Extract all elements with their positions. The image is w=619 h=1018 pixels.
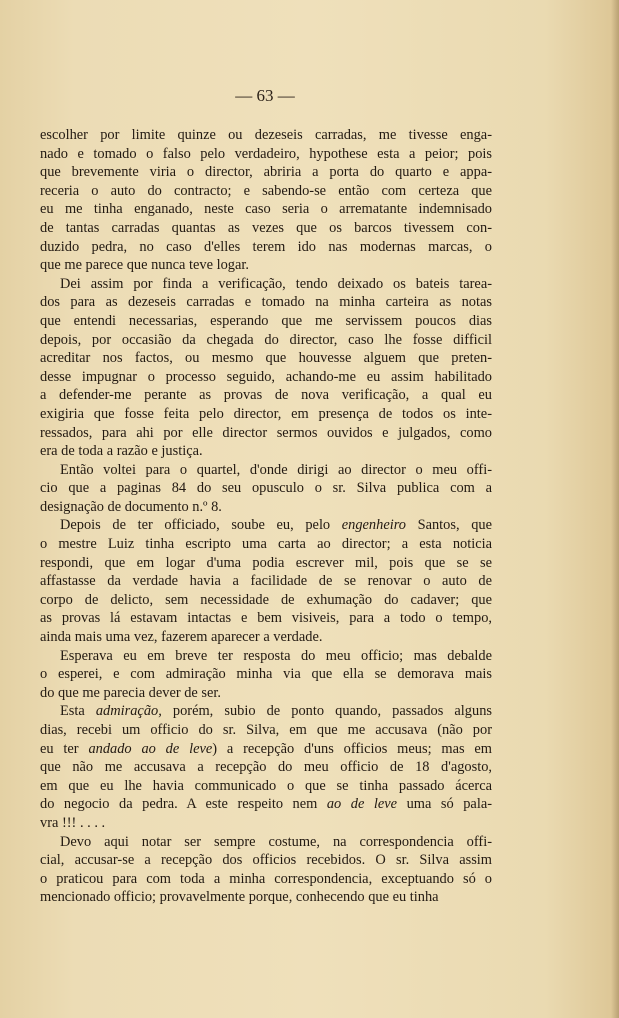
text-segment: que entendi necessarias, esperando que me servissem poucos dias <box>40 312 492 329</box>
text-segment: porém, subio de ponto quando, passados alguns <box>161 703 492 720</box>
text-segment: nado e tomado o falso pelo verdadeiro, hypothese esta a peior; pois <box>40 145 492 162</box>
text-line <box>40 888 492 907</box>
italic-text: andado ao de leve <box>88 740 213 757</box>
text-line <box>40 665 492 684</box>
text-segment: as provas lá estavam intactas e bem visiveis, para a todo o tempo, <box>40 610 492 627</box>
text-line <box>40 238 492 257</box>
text-line <box>40 516 492 535</box>
text-line <box>40 554 492 573</box>
text-segment: exigiria que fosse feita pelo director, em presença de todos os inte- <box>40 405 492 422</box>
text-segment: era de toda a razão e justiça. <box>40 443 203 460</box>
italic-text: ao de leve <box>326 796 398 813</box>
text-segment: uma só pala- <box>397 796 492 813</box>
text-segment: Esta <box>60 703 96 720</box>
text-segment: do negocio da pedra. A este respeito nem <box>40 796 327 813</box>
text-segment: ressados, para ahi por elle director sermos ouvidos e julgados, como <box>40 424 492 441</box>
text-segment: duzido pedra, no caso d'elles terem ido nas modernas marcas, o <box>40 238 492 255</box>
paragraph <box>40 516 492 646</box>
text-segment: em que eu lhe havia communicado o que se tinha passado ácerca <box>40 777 492 794</box>
text-line <box>40 442 492 461</box>
text-line <box>40 647 492 666</box>
text-line <box>40 256 492 275</box>
text-line <box>40 591 492 610</box>
italic-text: engenheiro <box>341 517 406 534</box>
text-segment: que não me accusava a recepção do meu officio de 18 d'agosto, <box>40 759 492 776</box>
text-segment: cio que a paginas 84 do seu opusculo o sr. Silva publica com a <box>40 480 492 497</box>
text-line <box>40 219 492 238</box>
text-segment: Devo aqui notar ser sempre costume, na correspondencia offi- <box>60 833 492 850</box>
text-segment: eu ter <box>40 740 89 757</box>
text-segment: que me parece que nunca teve logar. <box>40 257 249 274</box>
text-segment: dos para as dezeseis carradas e tomado na minha carteira as notas <box>40 294 492 311</box>
text-line <box>40 368 492 387</box>
paragraph <box>40 702 492 832</box>
text-line <box>40 870 492 889</box>
text-segment: Dei assim por finda a verificação, tendo deixado os bateis tarea- <box>60 275 492 292</box>
body-text <box>40 126 492 907</box>
paragraph <box>40 126 492 275</box>
text-segment: escolher por limite quinze ou dezeseis carradas, me tivesse enga- <box>40 127 492 143</box>
text-line <box>40 609 492 628</box>
text-line <box>40 349 492 368</box>
text-segment: de tantas carradas quantas as vezes que os barcos tivessem con- <box>40 219 492 236</box>
text-line <box>40 312 492 331</box>
text-segment: o praticou para com toda a minha correspondencia, exceptuando só o <box>40 870 492 887</box>
italic-text: admiração, <box>95 703 162 720</box>
text-segment: ) a recepção d'uns officios meus; mas em <box>212 740 492 757</box>
text-segment: do que me parecia dever de ser. <box>40 684 221 701</box>
text-line <box>40 331 492 350</box>
text-segment: a defender-me perante as provas de nova verificação, a qual eu <box>40 387 492 404</box>
text-line <box>40 163 492 182</box>
text-segment: designação de documento n.º 8. <box>40 498 222 515</box>
text-segment: dias, recebi um officio do sr. Silva, em que me accusava (não por <box>40 722 492 738</box>
text-segment: respondi, que em logar d'uma podia escrever mil, pois que se se <box>40 554 492 571</box>
text-line <box>40 461 492 480</box>
text-segment: Santos, que <box>405 517 492 534</box>
page-number: — 63 — <box>235 86 295 105</box>
text-line <box>40 386 492 405</box>
text-segment: eu me tinha enganado, neste caso seria o arrematante indemnisado <box>40 201 492 218</box>
text-segment: vra !!! . . . . <box>40 814 106 831</box>
text-segment: depois, por occasião da chegada do director, caso lhe fosse difficil <box>40 331 492 348</box>
text-line <box>40 126 492 145</box>
text-line <box>40 405 492 424</box>
text-segment: o mestre Luiz tinha escripto uma carta ao director; a esta noticia <box>40 536 492 553</box>
text-segment: acreditar nos factos, ou mesmo que houvesse alguem que preten- <box>40 350 492 367</box>
text-line <box>40 498 492 517</box>
text-line <box>40 535 492 554</box>
text-segment: corpo de delicto, sem necessidade de exhumação do cadaver; que <box>40 591 492 608</box>
paragraph <box>40 647 492 703</box>
text-line <box>40 293 492 312</box>
text-line <box>40 777 492 796</box>
text-line <box>40 758 492 777</box>
text-line <box>40 182 492 201</box>
text-segment: que brevemente viria o director, abriria a porta do quarto e appa- <box>40 164 492 181</box>
text-segment: ainda mais uma vez, fazerem aparecer a verdade. <box>40 629 323 646</box>
text-line <box>40 572 492 591</box>
text-line <box>40 740 492 759</box>
text-segment: o esperei, e com admiração minha via que ella se demorava mais <box>40 666 492 683</box>
text-line <box>40 851 492 870</box>
text-line <box>40 721 492 740</box>
text-segment: desse impugnar o processo seguido, achando-me eu assim habilitado <box>40 368 492 385</box>
paragraph <box>40 275 492 461</box>
text-segment: receria o auto do contracto; e sabendo-se então com certeza que <box>40 182 492 199</box>
text-line <box>40 424 492 443</box>
text-line <box>40 200 492 219</box>
paragraph <box>40 833 492 907</box>
text-line <box>40 145 492 164</box>
text-line <box>40 814 492 833</box>
text-segment: Depois de ter officiado, soube eu, pelo <box>60 517 342 534</box>
text-segment: mencionado officio; provavelmente porque, conhecendo que eu tinha <box>40 889 439 906</box>
text-segment: affastasse da verdade havia a facilidade de se renovar o auto de <box>40 573 492 590</box>
text-line <box>40 702 492 721</box>
text-line <box>40 684 492 703</box>
text-line <box>40 795 492 814</box>
page-edge-shadow <box>611 0 619 1018</box>
paragraph <box>40 461 492 517</box>
text-segment: Então voltei para o quartel, d'onde dirigi ao director o meu offi- <box>60 461 492 478</box>
text-line <box>40 628 492 647</box>
text-segment: Esperava eu em breve ter resposta do meu officio; mas debalde <box>60 647 492 664</box>
text-segment: cial, accusar-se a recepção dos officios recebidos. O sr. Silva assim <box>40 852 492 869</box>
text-line <box>40 479 492 498</box>
text-line <box>40 275 492 294</box>
text-line <box>40 833 492 852</box>
